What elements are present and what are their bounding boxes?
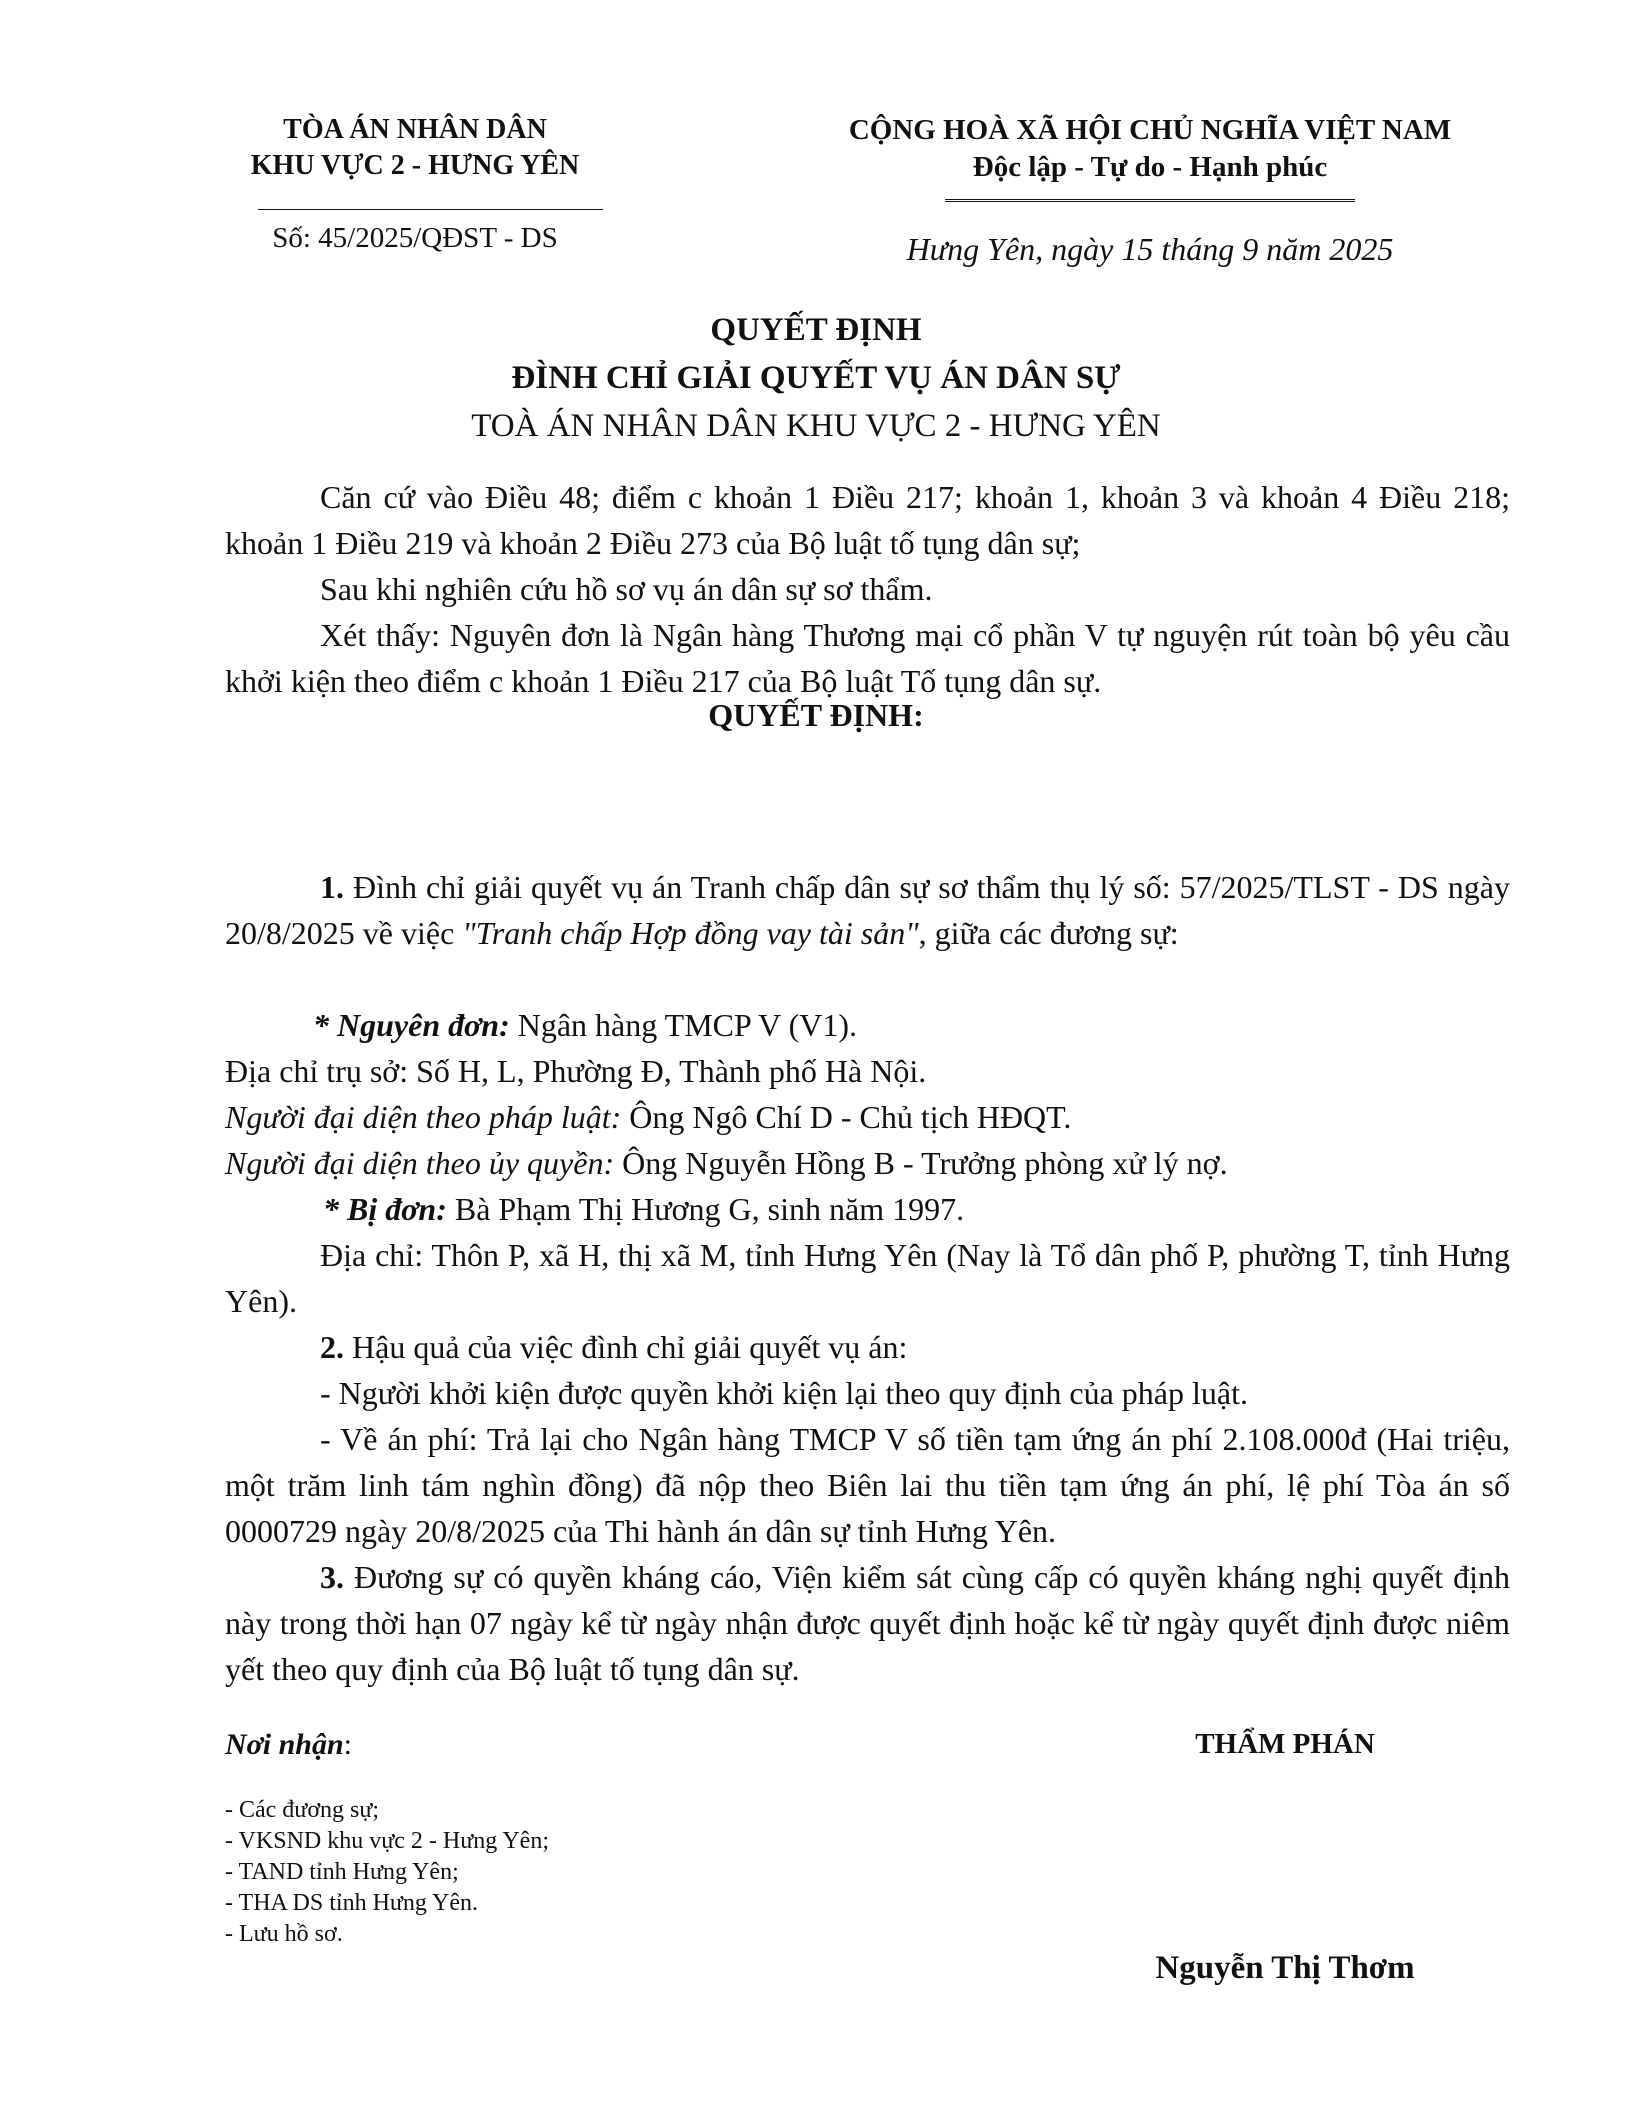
recipients-colon: : xyxy=(343,1728,352,1761)
recipients-label: Nơi nhận xyxy=(225,1728,344,1761)
item-2-heading: Hậu quả của việc đình chỉ giải quyết vụ án: xyxy=(344,1329,908,1365)
finding-statement: Xét thấy: Nguyên đơn là Ngân hàng Thương mại cổ phần V tự nguyện rút toàn bộ yêu cầu khởi kiện theo điểm c khoản 1 Điều 217 của Bộ luật Tố tụng dân sự. xyxy=(225,617,1510,699)
national-motto xyxy=(790,112,1510,186)
court-underline xyxy=(258,209,603,210)
item-2-number: 2. xyxy=(320,1329,344,1365)
consequence-1: - Người khởi kiện được quyền khởi kiện lại theo quy định của pháp luật. xyxy=(320,1375,1248,1411)
plaintiff-value: Ngân hàng TMCP V (V1). xyxy=(509,1007,857,1043)
item-1-text-a: Đình chỉ giải quyết vụ án Tranh chấp dân sự sơ thẩm thụ lý số: 57/2025/TLST - DS ngày 20/8/2025 về việc xyxy=(225,869,1510,951)
legal-representative xyxy=(225,1094,1510,1140)
recipient-item: - Lưu hồ sơ. xyxy=(225,1921,343,1947)
review-statement: Sau khi nghiên cứu hồ sơ vụ án dân sự sơ thẩm. xyxy=(320,571,933,607)
case-name: "Tranh chấp Hợp đồng vay tài sản" xyxy=(462,915,919,951)
decision-heading: QUYẾT ĐỊNH: xyxy=(708,697,924,733)
court-name-line1: TÒA ÁN NHÂN DÂN xyxy=(283,114,547,145)
legal-rep-label: Người đại diện theo pháp luật: xyxy=(225,1099,622,1135)
nation-name: CỘNG HOÀ XÃ HỘI CHỦ NGHĨA VIỆT NAM xyxy=(848,114,1452,146)
auth-rep-label: Người đại diện theo ủy quyền: xyxy=(225,1145,615,1181)
defendant xyxy=(225,1186,1608,1232)
recipients-title xyxy=(225,1728,352,1762)
court-name xyxy=(220,112,610,184)
item-1 xyxy=(225,864,1510,956)
plaintiff-label: * Nguyên đơn: xyxy=(313,1007,510,1043)
auth-rep-value: Ông Nguyễn Hồng B - Trưởng phòng xử lý nợ. xyxy=(614,1145,1228,1181)
item-3 xyxy=(225,1554,1510,1692)
defendant-address: Địa chỉ: Thôn P, xã H, thị xã M, tỉnh Hưng Yên (Nay là Tổ dân phố P, phường T, tỉnh Hưng Yên). xyxy=(225,1237,1510,1319)
document-subtitle: ĐÌNH CHỈ GIẢI QUYẾT VỤ ÁN DÂN SỰ xyxy=(511,360,1121,396)
motto: Độc lập - Tự do - Hạnh phúc xyxy=(972,151,1328,183)
decision-number: Số: 45/2025/QĐST - DS xyxy=(272,222,558,254)
recipients-list xyxy=(225,1795,549,1950)
recipient-item: - THA DS tỉnh Hưng Yên. xyxy=(225,1890,479,1916)
judge-name: Nguyễn Thị Thơm xyxy=(1155,1950,1415,1986)
motto-underline xyxy=(945,199,1355,205)
item-2 xyxy=(225,1324,1605,1370)
defendant-label: * Bị đơn: xyxy=(323,1191,447,1227)
recipient-item: - TAND tỉnh Hưng Yên; xyxy=(225,1859,459,1885)
plaintiff xyxy=(225,1002,1598,1048)
defendant-value: Bà Phạm Thị Hương G, sinh năm 1997. xyxy=(446,1191,965,1227)
authorized-representative xyxy=(225,1140,1510,1186)
judge-title: THẨM PHÁN xyxy=(1195,1728,1375,1760)
legal-basis: Căn cứ vào Điều 48; điểm c khoản 1 Điều 217; khoản 1, khoản 3 và khoản 4 Điều 218; khoản 1 Điều 219 và khoản 2 Điều 273 của Bộ luật tố tụng dân sự; xyxy=(225,479,1510,561)
item-3-text: Đương sự có quyền kháng cáo, Viện kiểm sát cùng cấp có quyền kháng nghị quyết định này trong thời hạn 07 ngày kể từ ngày nhận được quyết định hoặc kể từ ngày quyết định được niêm yết theo quy định của Bộ luật tố tụng dân sự. xyxy=(225,1559,1510,1687)
recipient-item: - Các đương sự; xyxy=(225,1797,380,1823)
issuing-court: TOÀ ÁN NHÂN DÂN KHU VỰC 2 - HƯNG YÊN xyxy=(471,408,1161,444)
item-3-number: 3. xyxy=(320,1559,344,1595)
legal-rep-value: Ông Ngô Chí D - Chủ tịch HĐQT. xyxy=(621,1099,1072,1135)
item-1-text-b: , giữa các đương sự: xyxy=(918,915,1179,951)
consequence-2: - Về án phí: Trả lại cho Ngân hàng TMCP V số tiền tạm ứng án phí 2.108.000đ (Hai triệu, một trăm linh tám nghìn đồng) đã nộp theo Biên lai thu tiền tạm ứng án phí, lệ phí Tòa án số 0000729 ngày 20/8/2025 của Thi hành án dân sự tỉnh Hưng Yên. xyxy=(225,1421,1510,1549)
item-1-number: 1. xyxy=(320,869,344,905)
document-title: QUYẾT ĐỊNH xyxy=(710,312,922,348)
place-date: Hưng Yên, ngày 15 tháng 9 năm 2025 xyxy=(906,231,1394,267)
plaintiff-address: Địa chỉ trụ sở: Số H, L, Phường Đ, Thành phố Hà Nội. xyxy=(225,1053,927,1089)
recipient-item: - VKSND khu vực 2 - Hưng Yên; xyxy=(225,1828,549,1854)
court-name-line2: KHU VỰC 2 - HƯNG YÊN xyxy=(250,150,580,181)
